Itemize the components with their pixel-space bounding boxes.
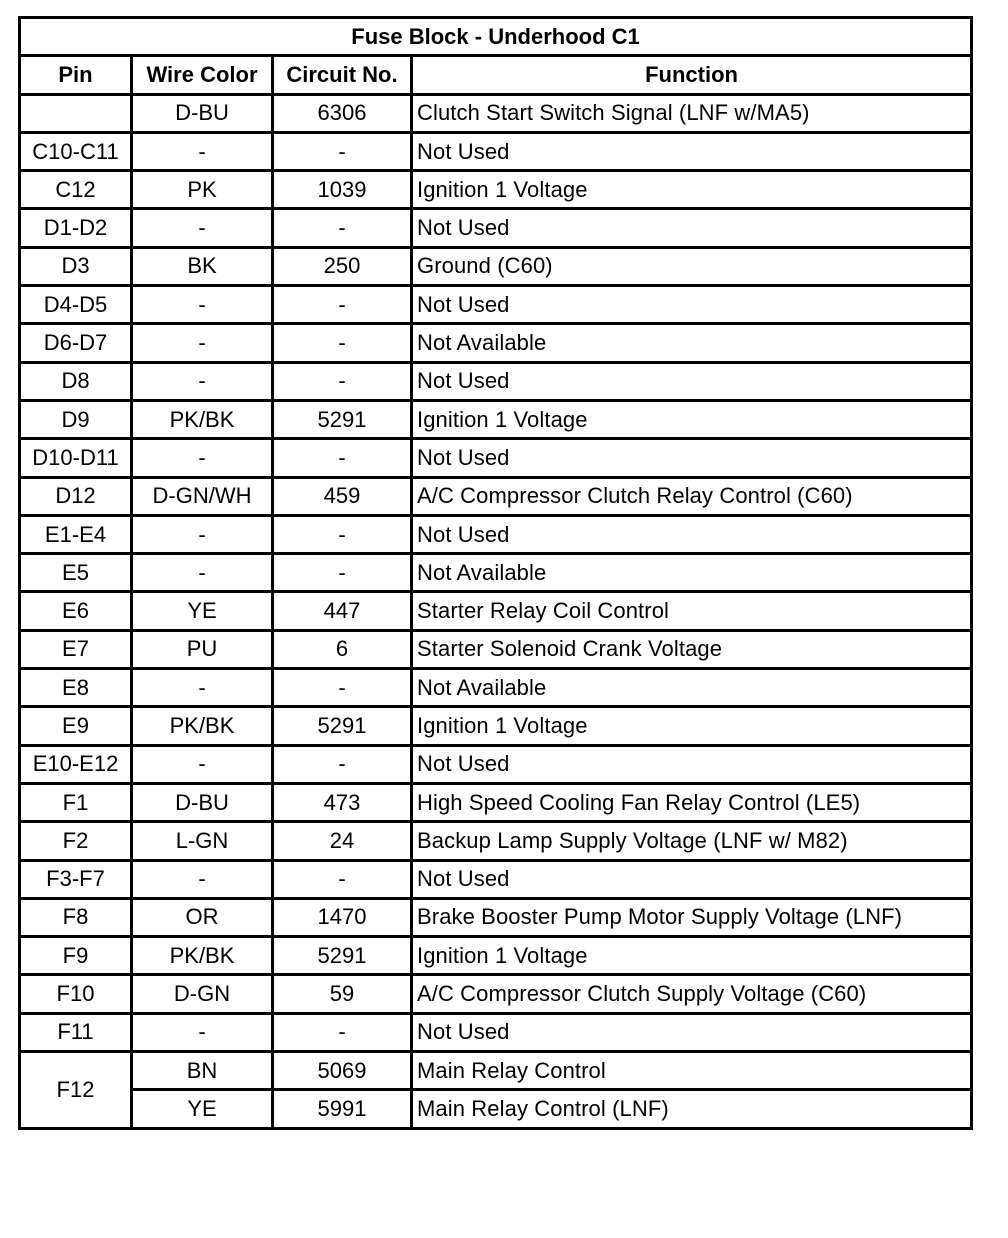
circuit-cell: 6306: [273, 94, 412, 132]
table-row: [20, 898, 972, 936]
function-cell: Backup Lamp Supply Voltage (LNF w/ M82): [412, 822, 972, 860]
wire-color-cell: PK/BK: [132, 400, 273, 438]
circuit-cell: 5991: [273, 1090, 412, 1128]
pin-cell: F8: [20, 898, 132, 936]
function-cell: Not Used: [412, 439, 972, 477]
pin-cell: C12: [20, 171, 132, 209]
header-row: [20, 56, 972, 94]
table-row: [20, 286, 972, 324]
circuit-cell: -: [273, 439, 412, 477]
function-cell: Starter Relay Coil Control: [412, 592, 972, 630]
wire-color-cell: PK/BK: [132, 937, 273, 975]
wire-color-cell: L-GN: [132, 822, 273, 860]
wire-color-cell: D-GN: [132, 975, 273, 1013]
table-body: [20, 94, 972, 1128]
wire-color-cell: -: [132, 745, 273, 783]
pin-cell: E6: [20, 592, 132, 630]
function-cell: A/C Compressor Clutch Relay Control (C60): [412, 477, 972, 515]
wire-color-cell: -: [132, 554, 273, 592]
pin-cell: C10-C11: [20, 132, 132, 170]
function-cell: Starter Solenoid Crank Voltage: [412, 630, 972, 668]
pin-cell: F2: [20, 822, 132, 860]
table-row: [20, 400, 972, 438]
function-cell: Not Used: [412, 745, 972, 783]
wire-color-cell: -: [132, 362, 273, 400]
function-cell: Not Available: [412, 669, 972, 707]
fuse-block-table: [18, 16, 973, 1130]
circuit-cell: -: [273, 554, 412, 592]
circuit-cell: -: [273, 324, 412, 362]
table-row: [20, 975, 972, 1013]
function-cell: Ground (C60): [412, 247, 972, 285]
pin-cell: D1-D2: [20, 209, 132, 247]
table-row: [20, 630, 972, 668]
circuit-cell: 5291: [273, 707, 412, 745]
circuit-cell: 473: [273, 783, 412, 821]
wire-color-cell: -: [132, 669, 273, 707]
table-row: [20, 247, 972, 285]
function-cell: Not Available: [412, 324, 972, 362]
title-row: [20, 18, 972, 56]
circuit-cell: 447: [273, 592, 412, 630]
pin-cell: D4-D5: [20, 286, 132, 324]
pin-cell: E7: [20, 630, 132, 668]
table-row: [20, 745, 972, 783]
function-cell: Ignition 1 Voltage: [412, 707, 972, 745]
table-row: [20, 94, 972, 132]
header-wire-color: Wire Color: [132, 56, 273, 94]
table-row: [20, 171, 972, 209]
function-cell: Not Used: [412, 362, 972, 400]
pin-cell: D8: [20, 362, 132, 400]
wire-color-cell: OR: [132, 898, 273, 936]
wire-color-cell: BK: [132, 247, 273, 285]
table-row: [20, 707, 972, 745]
pin-cell: D10-D11: [20, 439, 132, 477]
wire-color-cell: -: [132, 439, 273, 477]
wire-color-cell: PU: [132, 630, 273, 668]
pin-cell: E8: [20, 669, 132, 707]
function-cell: Not Used: [412, 1013, 972, 1051]
circuit-cell: -: [273, 286, 412, 324]
pin-cell: F12: [20, 1052, 132, 1129]
circuit-cell: -: [273, 515, 412, 553]
circuit-cell: 5291: [273, 937, 412, 975]
table-row: [20, 515, 972, 553]
header-function: Function: [412, 56, 972, 94]
wire-color-cell: -: [132, 515, 273, 553]
function-cell: Clutch Start Switch Signal (LNF w/MA5): [412, 94, 972, 132]
header-pin: Pin: [20, 56, 132, 94]
wire-color-cell: BN: [132, 1052, 273, 1090]
table-row: [20, 1052, 972, 1090]
function-cell: Ignition 1 Voltage: [412, 400, 972, 438]
table-row: [20, 1013, 972, 1051]
header-circuit-no: Circuit No.: [273, 56, 412, 94]
circuit-cell: 1039: [273, 171, 412, 209]
circuit-cell: -: [273, 860, 412, 898]
wire-color-cell: -: [132, 324, 273, 362]
pin-cell: F9: [20, 937, 132, 975]
table-row: [20, 324, 972, 362]
function-cell: Ignition 1 Voltage: [412, 937, 972, 975]
function-cell: A/C Compressor Clutch Supply Voltage (C60): [412, 975, 972, 1013]
function-cell: Not Available: [412, 554, 972, 592]
function-cell: High Speed Cooling Fan Relay Control (LE5): [412, 783, 972, 821]
pin-cell: [20, 94, 132, 132]
pin-cell: E9: [20, 707, 132, 745]
wire-color-cell: -: [132, 1013, 273, 1051]
pin-cell: E5: [20, 554, 132, 592]
pin-cell: E10-E12: [20, 745, 132, 783]
wire-color-cell: YE: [132, 592, 273, 630]
table-row: [20, 669, 972, 707]
circuit-cell: -: [273, 745, 412, 783]
circuit-cell: -: [273, 669, 412, 707]
circuit-cell: 24: [273, 822, 412, 860]
pin-cell: F11: [20, 1013, 132, 1051]
function-cell: Not Used: [412, 132, 972, 170]
circuit-cell: -: [273, 132, 412, 170]
pin-cell: F10: [20, 975, 132, 1013]
function-cell: Not Used: [412, 515, 972, 553]
circuit-cell: 250: [273, 247, 412, 285]
function-cell: Not Used: [412, 209, 972, 247]
pin-cell: F3-F7: [20, 860, 132, 898]
table-title: Fuse Block - Underhood C1: [20, 18, 972, 56]
wire-color-cell: -: [132, 132, 273, 170]
table-row: [20, 860, 972, 898]
function-cell: Main Relay Control (LNF): [412, 1090, 972, 1128]
circuit-cell: 459: [273, 477, 412, 515]
circuit-cell: -: [273, 209, 412, 247]
circuit-cell: -: [273, 1013, 412, 1051]
table-row: [20, 477, 972, 515]
function-cell: Not Used: [412, 860, 972, 898]
circuit-cell: 1470: [273, 898, 412, 936]
circuit-cell: -: [273, 362, 412, 400]
table-row: [20, 132, 972, 170]
table-row: [20, 554, 972, 592]
pin-cell: D6-D7: [20, 324, 132, 362]
table-row: [20, 592, 972, 630]
table-row: [20, 822, 972, 860]
pin-cell: F1: [20, 783, 132, 821]
wire-color-cell: -: [132, 286, 273, 324]
pin-cell: D3: [20, 247, 132, 285]
wire-color-cell: YE: [132, 1090, 273, 1128]
table-row: [20, 937, 972, 975]
table-row: [20, 1090, 972, 1128]
wire-color-cell: -: [132, 860, 273, 898]
wire-color-cell: D-BU: [132, 783, 273, 821]
wire-color-cell: PK/BK: [132, 707, 273, 745]
circuit-cell: 5291: [273, 400, 412, 438]
pin-cell: E1-E4: [20, 515, 132, 553]
table-row: [20, 783, 972, 821]
function-cell: Not Used: [412, 286, 972, 324]
pin-cell: D12: [20, 477, 132, 515]
table-row: [20, 209, 972, 247]
table-row: [20, 362, 972, 400]
function-cell: Ignition 1 Voltage: [412, 171, 972, 209]
wire-color-cell: D-BU: [132, 94, 273, 132]
wire-color-cell: D-GN/WH: [132, 477, 273, 515]
function-cell: Main Relay Control: [412, 1052, 972, 1090]
function-cell: Brake Booster Pump Motor Supply Voltage (LNF): [412, 898, 972, 936]
pin-cell: D9: [20, 400, 132, 438]
table-row: [20, 439, 972, 477]
wire-color-cell: PK: [132, 171, 273, 209]
circuit-cell: 6: [273, 630, 412, 668]
circuit-cell: 5069: [273, 1052, 412, 1090]
wire-color-cell: -: [132, 209, 273, 247]
circuit-cell: 59: [273, 975, 412, 1013]
